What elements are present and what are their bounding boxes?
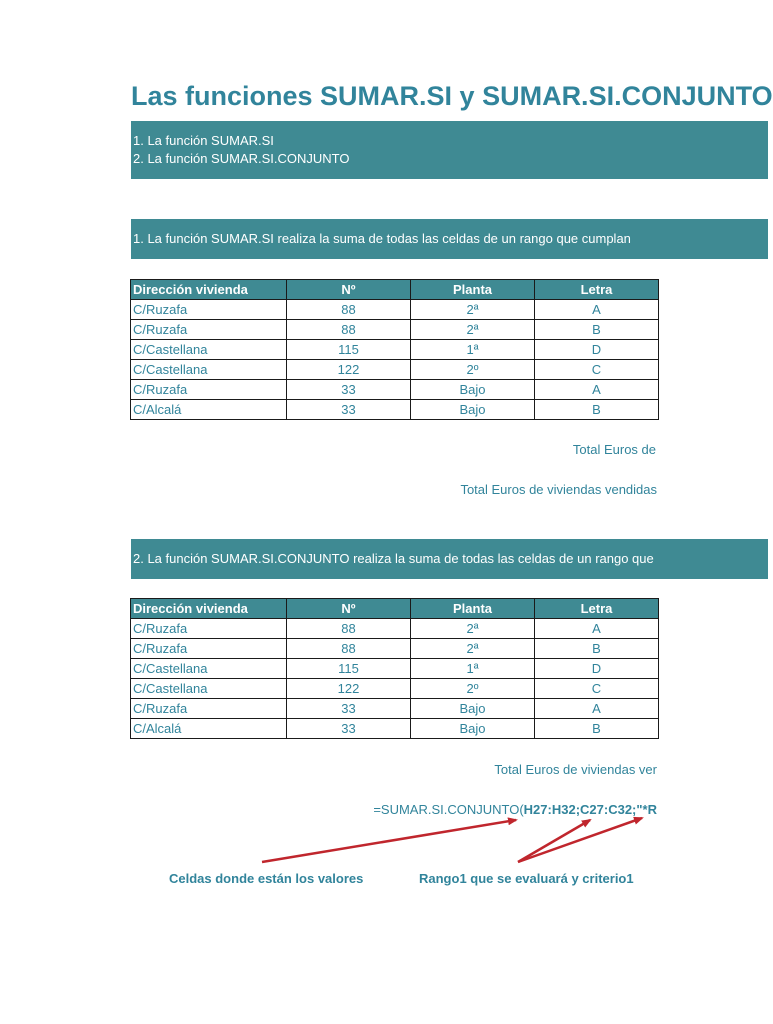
note-range-criteria: Rango1 que se evaluará y criterio1	[419, 871, 634, 886]
cell-direccion[interactable]: C/Castellana	[131, 360, 287, 380]
header-letra: Letra	[535, 599, 659, 619]
cell-numero[interactable]: 88	[287, 619, 411, 639]
cell-direccion[interactable]: C/Ruzafa	[131, 619, 287, 639]
cell-planta[interactable]: 2º	[411, 679, 535, 699]
cell-letra[interactable]: B	[535, 719, 659, 739]
cell-direccion[interactable]: C/Castellana	[131, 659, 287, 679]
index-item-2[interactable]: 2. La función SUMAR.SI.CONJUNTO	[133, 151, 350, 166]
cell-numero[interactable]: 122	[287, 360, 411, 380]
page-title: Las funciones SUMAR.SI y SUMAR.SI.CONJUNTO	[131, 81, 773, 111]
cell-planta[interactable]: Bajo	[411, 699, 535, 719]
header-letra: Letra	[535, 280, 659, 300]
cell-planta[interactable]: Bajo	[411, 380, 535, 400]
cell-numero[interactable]: 88	[287, 320, 411, 340]
note-values-cells: Celdas donde están los valores	[169, 871, 364, 886]
cell-letra[interactable]: A	[535, 699, 659, 719]
cell-planta[interactable]: 2º	[411, 360, 535, 380]
header-numero: Nº	[287, 599, 411, 619]
formula-prefix: =SUMAR.SI.CONJUNTO(	[373, 802, 524, 817]
cell-letra[interactable]: D	[535, 659, 659, 679]
section2-total: Total Euros de viviendas ver	[494, 762, 657, 777]
section1-total-1: Total Euros de	[572, 442, 656, 457]
cell-direccion[interactable]: C/Castellana	[131, 679, 287, 699]
cell-numero[interactable]: 33	[287, 400, 411, 420]
cell-numero[interactable]: 33	[287, 380, 411, 400]
cell-letra[interactable]: C	[535, 360, 659, 380]
cell-direccion[interactable]: C/Alcalá	[131, 719, 287, 739]
cell-letra[interactable]: D	[535, 340, 659, 360]
cell-direccion[interactable]: C/Ruzafa	[131, 380, 287, 400]
arrow-to-values-range	[262, 820, 516, 862]
cell-planta[interactable]: 1ª	[411, 340, 535, 360]
cell-numero[interactable]: 88	[287, 300, 411, 320]
cell-numero[interactable]: 122	[287, 679, 411, 699]
cell-direccion[interactable]: C/Ruzafa	[131, 320, 287, 340]
cell-letra[interactable]: A	[535, 619, 659, 639]
header-direccion: Dirección vivienda	[131, 599, 287, 619]
cell-direccion[interactable]: C/Ruzafa	[131, 699, 287, 719]
cell-numero[interactable]: 115	[287, 340, 411, 360]
cell-planta[interactable]: 1ª	[411, 659, 535, 679]
header-planta: Planta	[411, 280, 535, 300]
cell-numero[interactable]: 33	[287, 719, 411, 739]
formula-args: H27:H32;C27:C32;"*R	[523, 802, 657, 817]
cell-letra[interactable]: B	[535, 400, 659, 420]
header-numero: Nº	[287, 280, 411, 300]
section1-total-2: Total Euros de viviendas vendidas	[460, 482, 657, 497]
cell-planta[interactable]: 2ª	[411, 300, 535, 320]
cell-direccion[interactable]: C/Castellana	[131, 340, 287, 360]
index-item-1[interactable]: 1. La función SUMAR.SI	[133, 133, 274, 148]
cell-planta[interactable]: 2ª	[411, 320, 535, 340]
cell-letra[interactable]: B	[535, 320, 659, 340]
cell-numero[interactable]: 88	[287, 639, 411, 659]
cell-letra[interactable]: A	[535, 300, 659, 320]
section1-heading: 1. La función SUMAR.SI realiza la suma de todas las celdas de un rango que cumplan	[133, 231, 631, 246]
cell-planta[interactable]: Bajo	[411, 719, 535, 739]
section2-heading: 2. La función SUMAR.SI.CONJUNTO realiza la suma de todas las celdas de un rango que	[133, 551, 654, 566]
cell-direccion[interactable]: C/Alcalá	[131, 400, 287, 420]
header-planta: Planta	[411, 599, 535, 619]
cell-letra[interactable]: A	[535, 380, 659, 400]
cell-planta[interactable]: 2ª	[411, 619, 535, 639]
cell-direccion[interactable]: C/Ruzafa	[131, 300, 287, 320]
cell-numero[interactable]: 33	[287, 699, 411, 719]
cell-planta[interactable]: 2ª	[411, 639, 535, 659]
cell-letra[interactable]: B	[535, 639, 659, 659]
cell-planta[interactable]: Bajo	[411, 400, 535, 420]
cell-numero[interactable]: 115	[287, 659, 411, 679]
cell-direccion[interactable]: C/Ruzafa	[131, 639, 287, 659]
header-direccion: Dirección vivienda	[131, 280, 287, 300]
cell-letra[interactable]: C	[535, 679, 659, 699]
